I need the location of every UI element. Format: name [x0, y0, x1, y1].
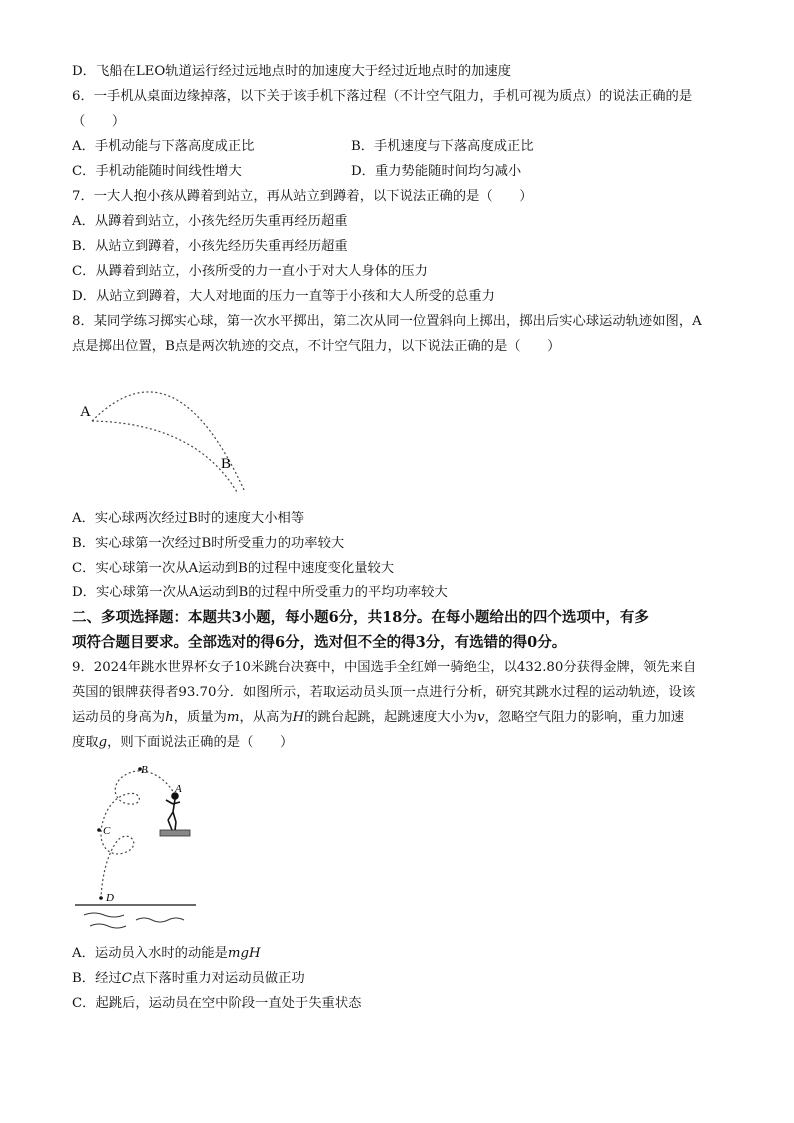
q9-wave-3	[90, 924, 126, 928]
var-m: m	[226, 710, 240, 725]
section-2-heading-line-2: 项符合题目要求。全部选对的得6分，选对但不全的得3分，有选错的得0分。	[72, 634, 567, 651]
q9-point-c	[97, 828, 101, 832]
q8-trajectory-figure	[75, 368, 255, 498]
q8-trajectory-oblique	[92, 392, 245, 492]
q9-stem-line-3	[72, 709, 684, 727]
q9-diving-figure	[72, 760, 202, 935]
q9-stem-4-post: ，则下面说法正确的是（ ）	[107, 735, 294, 750]
q9-diver	[166, 793, 180, 830]
q9-option-a-expr: mgH	[227, 946, 261, 961]
q9-stem-4-pre: 度取	[72, 735, 99, 750]
q9-diving-platform	[160, 830, 190, 836]
q8-label-a: A	[80, 404, 91, 420]
var-v: v	[477, 710, 485, 725]
q9-wave-2	[136, 918, 184, 922]
q9-stem-line-2: 英国的银牌获得者93.70分．如图所示，若取运动员头顶一点进行分析，研究其跳水过程的运动轨迹，设该	[72, 685, 696, 700]
q9-stem-line-1: 9．2024年跳水世界杯女子10米跳台决赛中，中国选手全红婵一骑绝尘，以432.80分获得金牌，领先来自	[72, 660, 697, 675]
q9-stem-3-mid2: ，从高为	[239, 710, 293, 725]
q6-option-d: D．重力势能随时间均匀减小	[351, 164, 522, 179]
q9-label-b: B	[141, 764, 148, 776]
q9-label-c: C	[103, 825, 111, 837]
q7-option-c: C．从蹲着到站立，小孩所受的力一直小于对大人身体的压力	[72, 264, 428, 279]
var-h: h	[165, 710, 174, 725]
q8-stem-line-1: 8．某同学练习掷实心球，第一次水平掷出，第二次从同一位置斜向上掷出，掷出后实心球运动轨迹如图，A	[72, 314, 702, 329]
var-g: g	[98, 735, 108, 750]
q8-option-b: B．实心球第一次经过B时所受重力的功率较大	[72, 536, 345, 551]
q6-option-b: B．手机速度与下落高度成正比	[351, 139, 534, 154]
q9-option-b-pre: B．经过	[72, 971, 122, 986]
q7-stem: 7．一大人抱小孩从蹲着到站立，再从站立到蹲着，以下说法正确的是（ ）	[72, 189, 533, 204]
section-2-heading-line-1: 二、多项选择题：本题共3小题，每小题6分，共18分。在每小题给出的四个选项中，有多	[72, 609, 649, 626]
q5-option-d: D．飞船在LEO轨道运行经过远地点时的加速度大于经过近地点时的加速度	[72, 64, 512, 79]
q9-stem-3-post: ，忽略空气阻力的影响，重力加速	[484, 710, 685, 725]
q6-stem-line-1: 6．一手机从桌面边缘掉落，以下关于该手机下落过程（不计空气阻力，手机可视为质点）的说法正确的是	[72, 89, 693, 104]
q7-option-d: D．从站立到蹲着，大人对地面的压力一直等于小孩和大人所受的总重力	[72, 289, 495, 304]
q6-stem-line-2: （ ）	[72, 114, 126, 129]
var-H: H	[292, 710, 305, 725]
q9-stem-3-pre: 运动员的身高为	[72, 710, 166, 725]
q9-option-b-var: C	[121, 971, 132, 986]
q9-wave-1	[84, 913, 124, 917]
q8-option-c: C．实心球第一次从A运动到B的过程中速度变化量较大	[72, 561, 395, 576]
q9-stem-3-mid1: ，质量为	[173, 710, 227, 725]
q9-point-d	[99, 896, 103, 900]
q8-option-d: D．实心球第一次从A运动到B的过程中所受重力的平均功率较大	[72, 585, 448, 600]
q9-option-a	[72, 945, 261, 963]
q7-option-a: A．从蹲着到站立，小孩先经历失重再经历超重	[72, 214, 348, 229]
q9-stem-3-mid3: 的跳台起跳，起跳速度大小为	[304, 710, 478, 725]
q9-option-b	[72, 970, 305, 988]
q6-option-c: C．手机动能随时间线性增大	[72, 164, 242, 179]
q6-option-a: A．手机动能与下落高度成正比	[72, 139, 255, 154]
q8-label-b: B	[221, 456, 232, 472]
q8-option-a: A．实心球两次经过B时的速度大小相等	[72, 511, 305, 526]
q9-option-a-pre: A．运动员入水时的动能是	[72, 946, 228, 961]
q8-trajectory-horizontal	[92, 421, 237, 492]
q9-option-c: C．起跳后，运动员在空中阶段一直处于失重状态	[72, 996, 362, 1011]
q7-option-b: B．从站立到蹲着，小孩先经历失重再经历超重	[72, 239, 348, 254]
q9-label-d: D	[106, 892, 114, 904]
q9-option-b-post: 点下落时重力对运动员做正功	[131, 971, 305, 986]
q9-label-a: A	[175, 783, 182, 795]
q9-stem-line-4	[72, 734, 293, 752]
q8-stem-line-2: 点是掷出位置，B点是两次轨迹的交点，不计空气阻力，以下说法正确的是（ ）	[72, 339, 561, 354]
